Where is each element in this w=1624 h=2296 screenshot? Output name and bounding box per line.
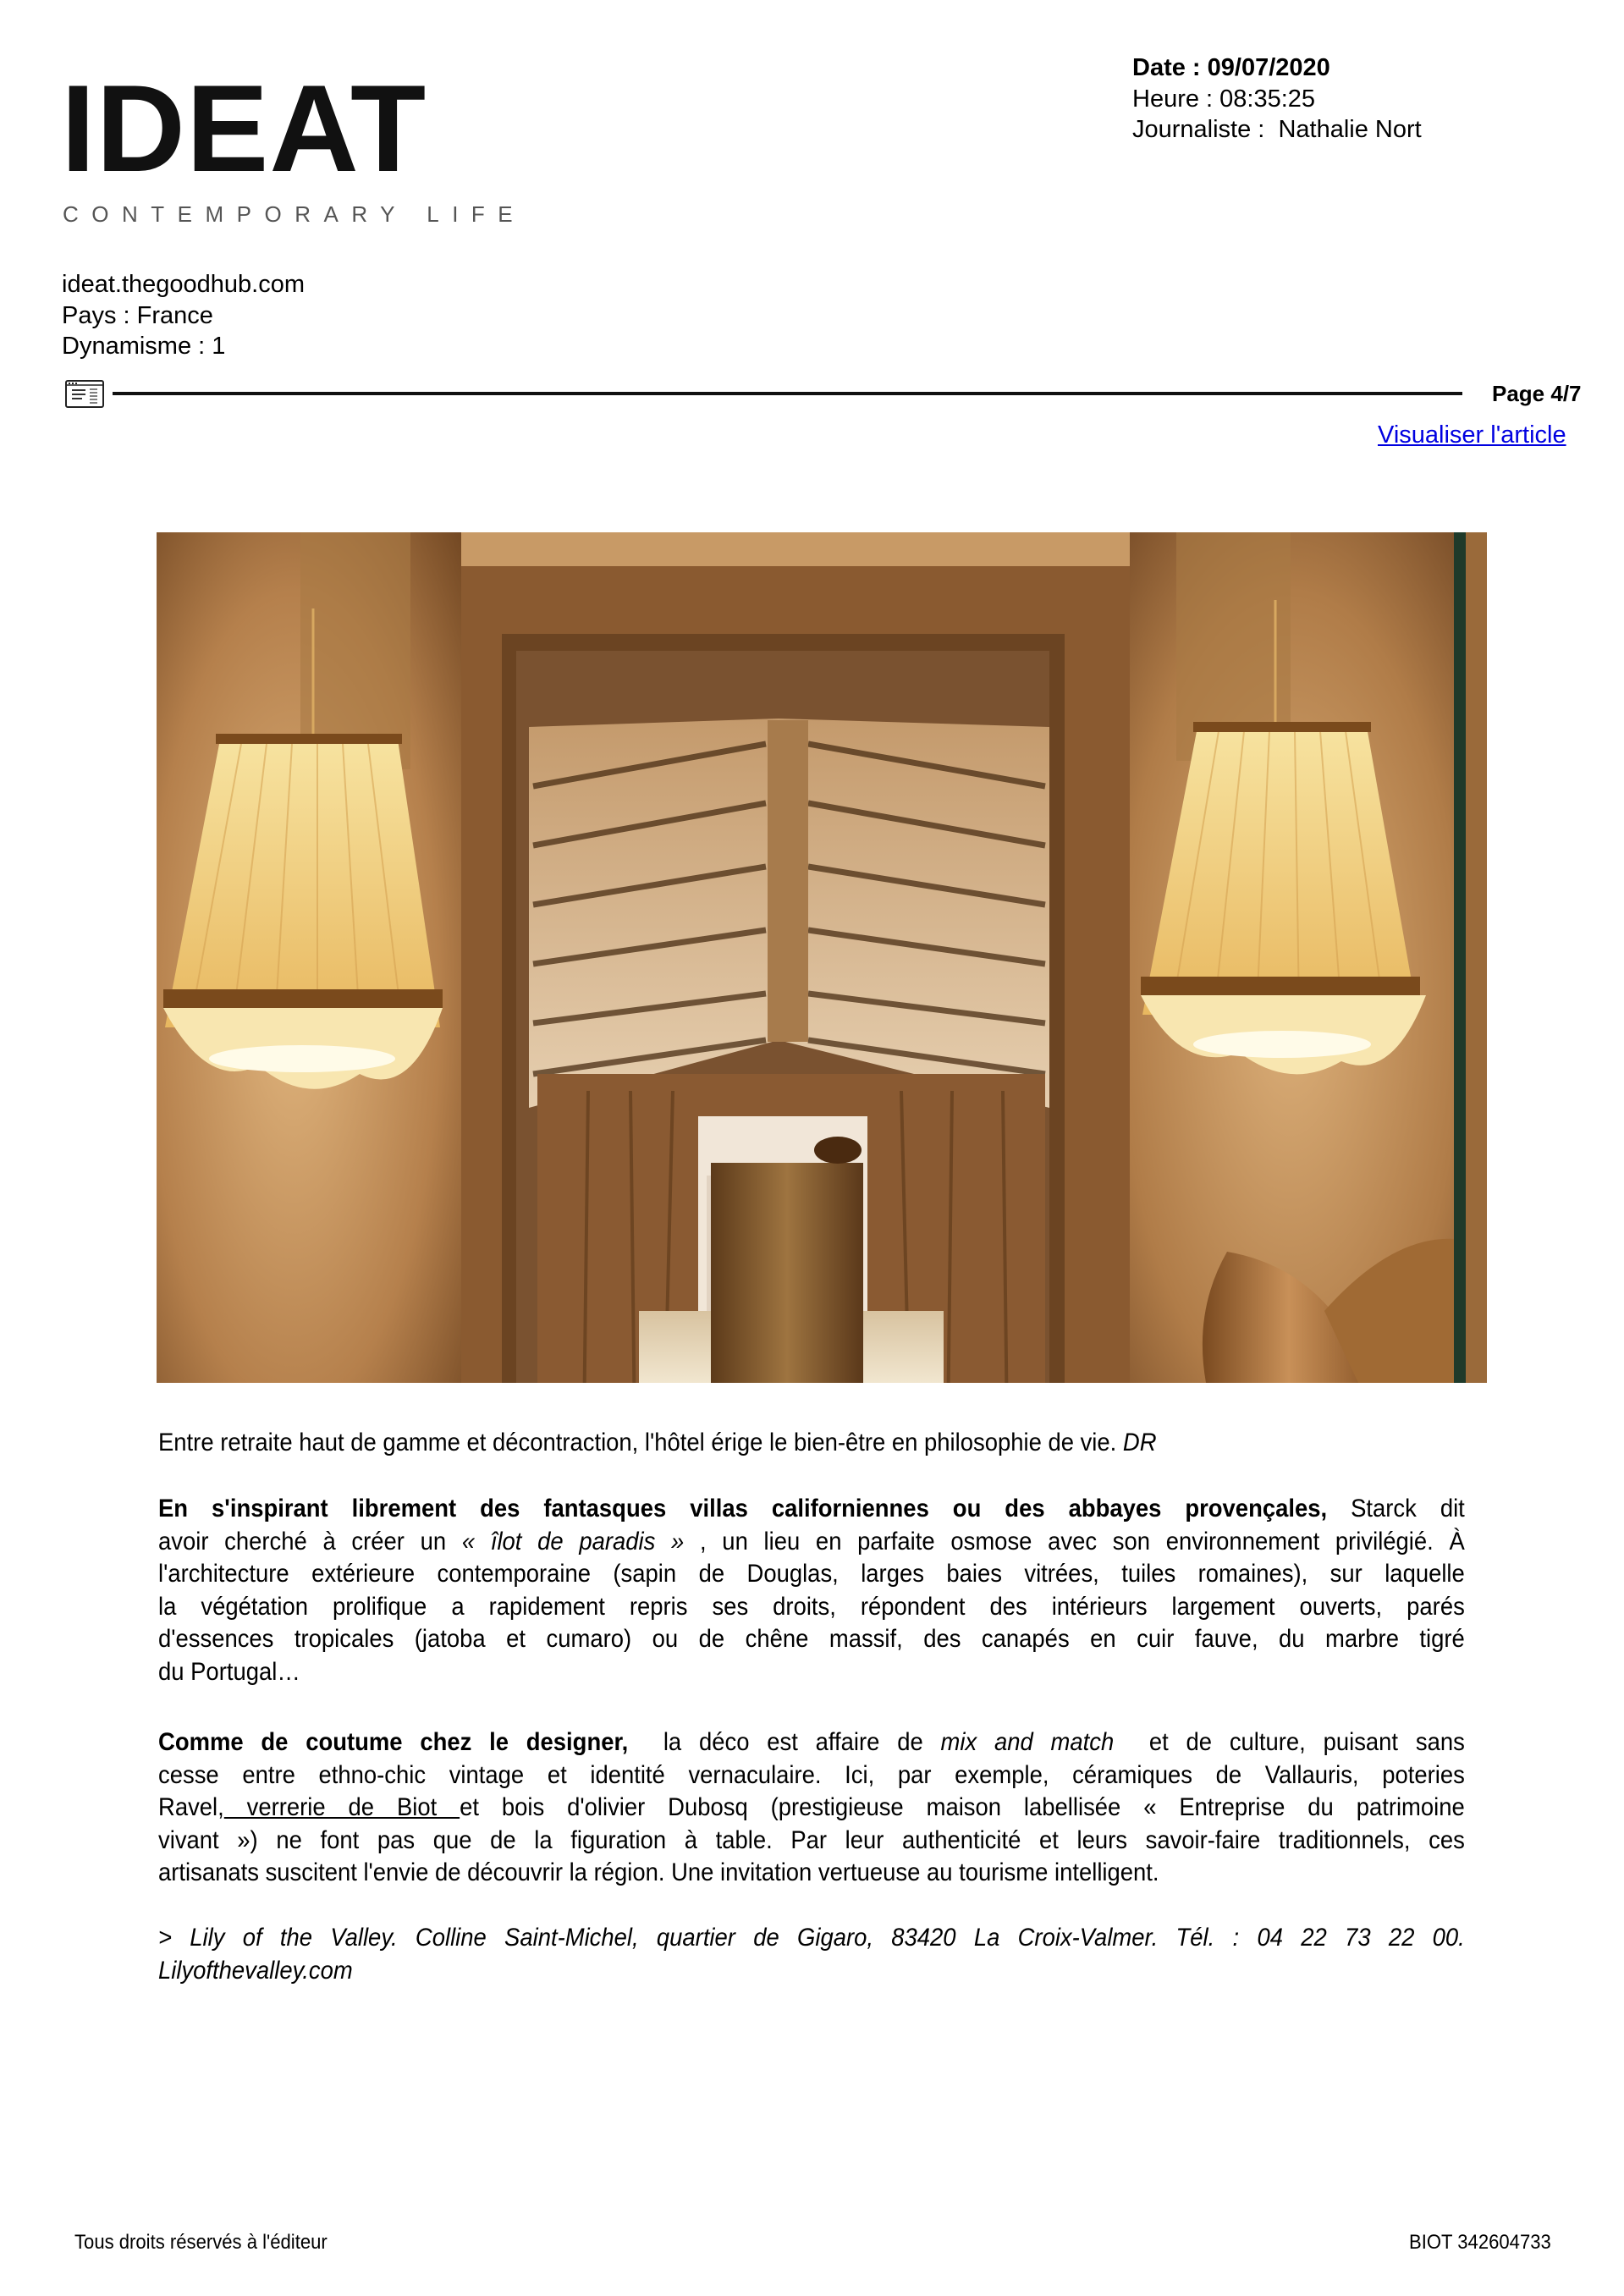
article-icon <box>65 380 104 408</box>
text-line: d'essences tropicales (jatoba et cumaro) ou de chêne massif, des canapés en cuir fauve, du marbre tigré <box>158 1625 1465 1654</box>
text-fragment: la déco est affaire de <box>628 1728 941 1756</box>
article-paragraph-2 <box>158 1726 1465 1890</box>
logo-wordmark: IDEAT <box>61 59 427 197</box>
text-line: vivant ») ne font pas que de la figuration à table. Par leur authenticité et leurs savoir-faire traditionnels, ces <box>158 1825 1465 1854</box>
text-line: l'architecture extérieure contemporaine (sapin de Douglas, larges baies vitrées, tuiles romaines), sur laquelle <box>158 1560 1465 1588</box>
sauna-corridor-illustration <box>157 532 1487 1383</box>
text-line <box>158 1526 1465 1559</box>
text-line <box>158 1726 1465 1759</box>
country-line: Pays : France <box>62 301 213 329</box>
article-paragraph-1 <box>158 1493 1465 1689</box>
article-address <box>158 1922 1465 1987</box>
text-fragment: et de culture, puisant sans <box>1114 1728 1465 1756</box>
text-line: artisanats suscitent l'envie de découvrir la région. Une invitation vertueuse au tourisme intelligent. <box>158 1858 1159 1887</box>
text-fragment: et bois d'olivier Dubosq (prestigieuse maison labellisée « Entreprise du patrimoine <box>460 1793 1465 1822</box>
date-line: Date : 09/07/2020 <box>1132 54 1330 81</box>
paragraph-lead: En s'inspirant librement des fantasques villas californiennes ou des abbayes provençales, <box>158 1495 1328 1522</box>
site-url: ideat.thegoodhub.com <box>62 271 305 298</box>
footer-rights: Tous droits réservés à l'éditeur <box>74 2231 328 2254</box>
logo-tagline: CONTEMPORARY LIFE <box>63 201 526 227</box>
time-line: Heure : 08:35:25 <box>1132 85 1316 113</box>
verrerie-de-biot-link[interactable]: verrerie de Biot <box>223 1793 460 1822</box>
text-line: cesse entre ethno-chic vintage et identité vernaculaire. Ici, par exemple, céramiques de Vallauris, poteries <box>158 1760 1465 1789</box>
quote-ilot-de-paradis: « îlot de paradis » <box>461 1527 685 1555</box>
text-fragment: avoir cherché à créer un <box>158 1527 462 1555</box>
footer-reference: BIOT 342604733 <box>1409 2231 1551 2254</box>
text-fragment: , un lieu en parfaite osmose avec son environnement privilégié. À <box>684 1527 1465 1555</box>
paragraph-lead: Comme de coutume chez le designer, <box>158 1728 629 1756</box>
text-line <box>158 1792 1465 1825</box>
article-photo <box>157 532 1487 1383</box>
publication-meta <box>1132 52 1422 146</box>
text-line: du Portugal… <box>158 1657 300 1686</box>
website-line: Lilyofthevalley.com <box>158 1956 353 1985</box>
journalist-line: Journaliste : Nathalie Nort <box>1132 116 1422 143</box>
page-number: Page 4/7 <box>1492 381 1582 406</box>
header-divider <box>113 392 1462 395</box>
text-fragment: Ravel, <box>158 1793 224 1822</box>
dynamism-line: Dynamisme : 1 <box>62 333 226 360</box>
caption-text: Entre retraite haut de gamme et décontraction, l'hôtel érige le bien-être en philosophie de vie. <box>158 1429 1123 1456</box>
address-line: > Lily of the Valley. Colline Saint-Michel, quartier de Gigaro, 83420 La Croix-Valmer. Tél. : 04 22 73 22 00. <box>158 1924 1465 1952</box>
text-line <box>158 1493 1465 1526</box>
photo-credit: DR <box>1122 1429 1157 1456</box>
text-fragment: Starck dit <box>1327 1495 1465 1522</box>
photo-caption <box>158 1427 1520 1460</box>
mix-and-match: mix and match <box>940 1728 1115 1756</box>
source-meta <box>62 269 305 362</box>
text-line: la végétation prolifique a rapidement repris ses droits, répondent des intérieurs largement ouverts, parés <box>158 1592 1465 1621</box>
ideat-logo <box>61 59 526 230</box>
view-article-link[interactable]: Visualiser l'article <box>1378 421 1566 449</box>
